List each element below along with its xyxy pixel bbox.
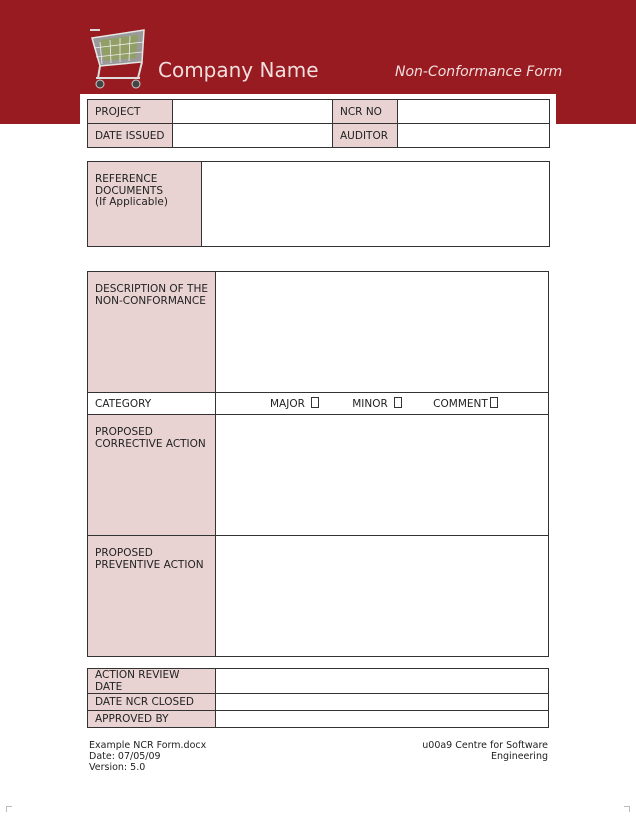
- crop-mark: [624, 806, 630, 807]
- form-title: Non-Conformance Form: [395, 64, 563, 80]
- category-option-major[interactable]: [270, 397, 319, 410]
- preventive-label-line1: PROPOSED: [95, 547, 153, 559]
- category-label: CATEGORY: [88, 393, 216, 415]
- corrective-action-label: [88, 415, 216, 536]
- preventive-action-label: [88, 536, 216, 657]
- approved-by-field[interactable]: [216, 711, 549, 728]
- action-review-date-label: ACTION REVIEW DATE: [88, 669, 216, 694]
- footer-org-line1: u00a9 Centre for Software: [422, 740, 548, 751]
- action-review-date-field[interactable]: [216, 669, 549, 694]
- major-checkbox[interactable]: [311, 397, 319, 408]
- project-field[interactable]: [173, 100, 333, 124]
- auditor-field[interactable]: [398, 124, 550, 148]
- major-label: MAJOR: [270, 398, 305, 410]
- crop-mark: [6, 806, 12, 807]
- preventive-label-line2: PREVENTIVE ACTION: [95, 558, 204, 571]
- description-label: [88, 272, 216, 393]
- description-field[interactable]: [216, 272, 549, 393]
- company-name: Company Name: [158, 58, 319, 82]
- footer-file-name: Example NCR Form.docx: [89, 740, 207, 751]
- footer-org-line2: Engineering: [491, 751, 548, 762]
- ncr-no-field[interactable]: [398, 100, 550, 124]
- date-issued-field[interactable]: [173, 124, 333, 148]
- category-options: [216, 393, 549, 415]
- auditor-label: AUDITOR: [333, 124, 398, 148]
- minor-checkbox[interactable]: [394, 397, 402, 408]
- category-option-comment[interactable]: [433, 397, 498, 410]
- description-label-line2: NON-CONFORMANCE: [95, 294, 206, 307]
- footer-date: Date: 07/05/09: [89, 751, 161, 762]
- reference-label-line2: DOCUMENTS: [95, 184, 163, 197]
- reference-documents-label: [88, 162, 202, 247]
- comment-checkbox[interactable]: [490, 397, 498, 408]
- footer-version: Version: 5.0: [89, 762, 146, 773]
- preventive-action-field[interactable]: [216, 536, 549, 657]
- corrective-action-field[interactable]: [216, 415, 549, 536]
- review-table: [87, 668, 549, 728]
- reference-documents-field[interactable]: [202, 162, 550, 247]
- footer-left: [89, 740, 206, 773]
- shopping-cart-icon: [86, 24, 148, 90]
- reference-label-line1: REFERENCE: [95, 173, 158, 185]
- corrective-label-line1: PROPOSED: [95, 426, 153, 438]
- ncr-no-label: NCR NO: [333, 100, 398, 124]
- category-option-minor[interactable]: [352, 397, 402, 410]
- nonconformance-table: [87, 271, 549, 657]
- footer-right: [422, 740, 548, 762]
- reference-table: [87, 161, 550, 247]
- comment-label: COMMENT: [433, 398, 488, 410]
- reference-label-line3: (If Applicable): [95, 196, 168, 209]
- approved-by-label: APPROVED BY: [88, 711, 216, 728]
- date-ncr-closed-label: DATE NCR CLOSED: [88, 694, 216, 711]
- date-issued-label: DATE ISSUED: [88, 124, 173, 148]
- minor-label: MINOR: [352, 398, 388, 410]
- description-label-line1: DESCRIPTION OF THE: [95, 283, 208, 295]
- corrective-label-line2: CORRECTIVE ACTION: [95, 437, 206, 450]
- date-ncr-closed-field[interactable]: [216, 694, 549, 711]
- top-info-table: [87, 99, 550, 148]
- project-label: PROJECT: [88, 100, 173, 124]
